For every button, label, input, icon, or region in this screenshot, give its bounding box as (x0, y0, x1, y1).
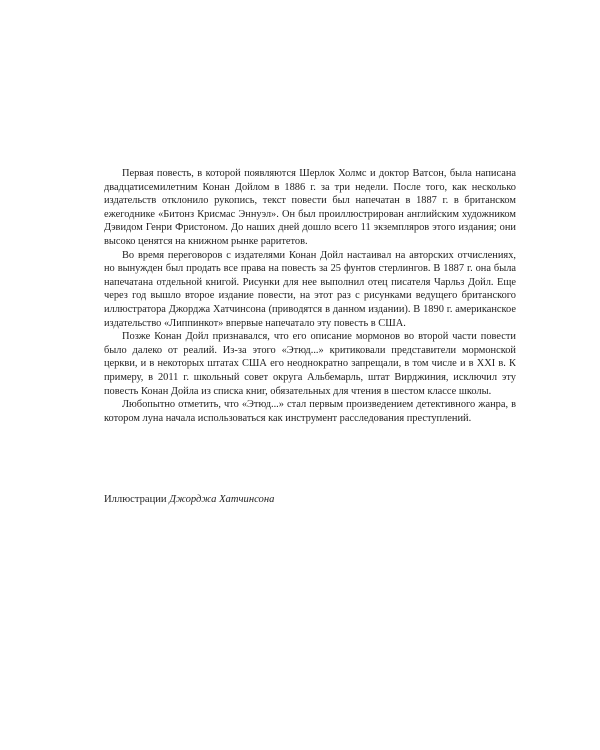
credit-label: Иллюстрации (104, 494, 167, 505)
paragraph-2: Во время переговоров с издателями Конан Дойл настаивал на авторских отчислениях, но вынужден был продать все права на повесть за 25 фунтов стерлингов. В 1887 г. она была напечатана отдельной книгой. Рисунки для нее выполнил отец писателя Чарльз Дойл. Еще через год вышло второе издание повести, на этот раз с рисунками ведущего британского иллюстратора Джорджа Хатчинсона (приводятся в данном издании). В 1890 г. американское издательство «Липпинкот» впервые напечатало эту повесть в США. (104, 249, 516, 329)
main-text-block (104, 167, 516, 425)
paragraph-4: Любопытно отметить, что «Этюд...» стал первым произведением детективного жанра, в котором луна начала использоваться как инструмент расследования преступлений. (104, 399, 516, 424)
illustration-credit (104, 493, 274, 507)
paragraph-1: Первая повесть, в которой появляются Шерлок Холмс и доктор Ватсон, была написана двадцатисемилетним Конан Дойлом в 1886 г. за три недели. После того, как несколько издательств отклонило рукопись, текст повести был напечатан в 1887 г. в британском ежегоднике «Битонз Крисмас Эннуэл». Он был проиллюстрирован английским художником Дэвидом Генри Фристоном. До наших дней дошло всего 11 экземпляров этого издания; они высоко ценятся на книжном рынке раритетов. (104, 168, 516, 247)
paragraph-3: Позже Конан Дойл признавался, что его описание мормонов во второй части повести было далеко от реалий. Из-за этого «Этюд...» критиковали представители мормонской церкви, и в некоторых штатах США его неоднократно запрещали, в том числе и в XXI в. К примеру, в 2011 г. школьный совет округа Альбемарль, штат Вирджиния, исключил эту повесть Конан Дойла из списка книг, обязательных для чтения в шестом классе школы. (104, 331, 516, 397)
credit-name: Джорджа Хатчинсона (169, 494, 275, 505)
